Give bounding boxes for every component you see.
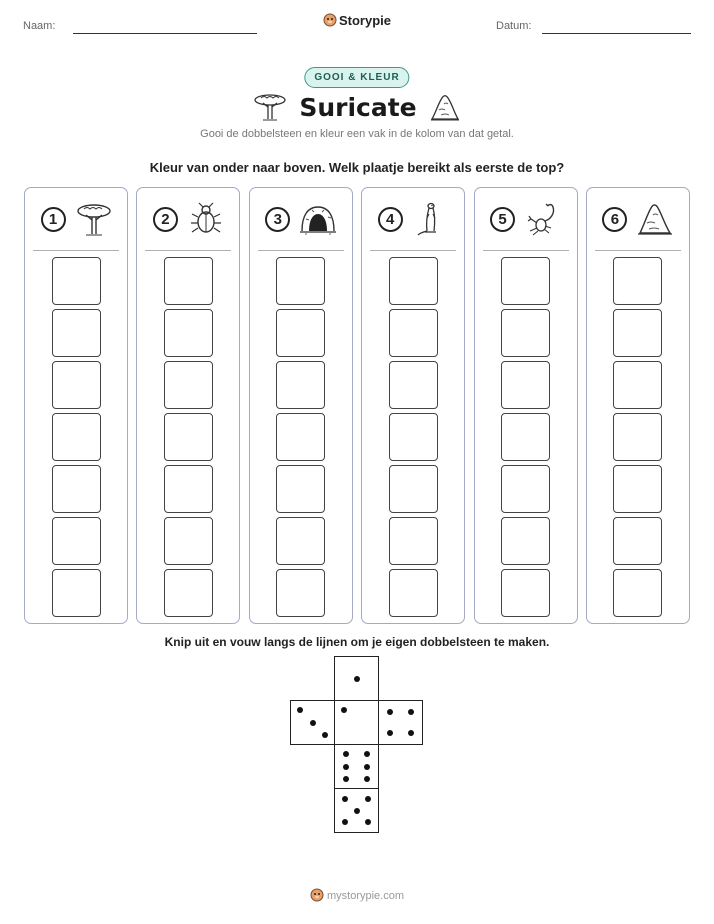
meerkat-icon (413, 201, 449, 237)
color-cell[interactable] (389, 569, 438, 617)
column-number: 6 (602, 207, 627, 232)
die-face-6 (334, 744, 379, 789)
beetle-icon (188, 201, 224, 237)
column-6 (586, 187, 690, 624)
die-pip (342, 819, 348, 825)
color-cell[interactable] (276, 465, 325, 513)
name-line (73, 33, 257, 34)
color-cell[interactable] (276, 517, 325, 565)
die-pip (343, 776, 349, 782)
column-divider (483, 250, 569, 251)
die-pip (297, 707, 303, 713)
die-pip (408, 730, 414, 736)
meerkat-mascot-icon (323, 13, 337, 27)
color-cell[interactable] (52, 361, 101, 409)
acacia-tree-icon (76, 201, 112, 237)
color-cell[interactable] (52, 465, 101, 513)
die-pip (322, 732, 328, 738)
color-cell[interactable] (613, 413, 662, 461)
color-cell[interactable] (276, 413, 325, 461)
date-label: Datum: (496, 20, 532, 32)
color-cell[interactable] (613, 465, 662, 513)
column-divider (33, 250, 119, 251)
color-cell[interactable] (389, 465, 438, 513)
color-cell[interactable] (389, 257, 438, 305)
color-cell[interactable] (501, 517, 550, 565)
die-pip (387, 709, 393, 715)
column-number: 5 (490, 207, 515, 232)
die-pip (341, 707, 347, 713)
acacia-tree-icon (253, 92, 287, 122)
color-cell[interactable] (389, 413, 438, 461)
column-divider (595, 250, 681, 251)
color-cell[interactable] (276, 257, 325, 305)
column-number: 4 (378, 207, 403, 232)
color-cell[interactable] (501, 361, 550, 409)
color-cell[interactable] (389, 517, 438, 565)
column-number: 3 (265, 207, 290, 232)
brand-name: Storypie (338, 13, 391, 28)
color-cell[interactable] (164, 257, 213, 305)
die-pip (343, 764, 349, 770)
color-cell[interactable] (501, 465, 550, 513)
color-cell[interactable] (52, 413, 101, 461)
color-cell[interactable] (164, 569, 213, 617)
die-pip (354, 808, 360, 814)
column-1 (24, 187, 128, 624)
column-divider (370, 250, 456, 251)
die-face-1 (334, 700, 379, 745)
color-cell[interactable] (52, 309, 101, 357)
die-pip (387, 730, 393, 736)
column-3 (249, 187, 353, 624)
color-cell[interactable] (164, 517, 213, 565)
brand-logo (0, 13, 714, 28)
color-cell[interactable] (501, 569, 550, 617)
color-cell[interactable] (501, 309, 550, 357)
termite-mound-icon (429, 92, 461, 122)
cut-instruction: Knip uit en vouw langs de lijnen om je eigen dobbelsteen te maken. (164, 635, 550, 649)
scorpion-icon (525, 201, 561, 237)
color-cell[interactable] (613, 361, 662, 409)
color-cell[interactable] (389, 361, 438, 409)
color-cell[interactable] (613, 309, 662, 357)
footer-url[interactable]: mystorypie.com (326, 890, 405, 902)
column-divider (258, 250, 344, 251)
column-2 (136, 187, 240, 624)
title-row (0, 92, 714, 122)
meerkat-mascot-icon (310, 888, 324, 902)
color-cell[interactable] (389, 309, 438, 357)
column-5 (474, 187, 578, 624)
color-cell[interactable] (164, 361, 213, 409)
die-face-3 (290, 700, 335, 745)
color-cell[interactable] (276, 569, 325, 617)
column-divider (145, 250, 231, 251)
footer (0, 888, 714, 902)
burrow-icon (300, 201, 336, 237)
column-4 (361, 187, 465, 624)
date-line (542, 33, 691, 34)
color-cell[interactable] (52, 257, 101, 305)
die-pip (364, 764, 370, 770)
color-cell[interactable] (613, 569, 662, 617)
die-pip (343, 751, 349, 757)
die-pip (408, 709, 414, 715)
die-face-5 (334, 788, 379, 833)
color-cell[interactable] (52, 517, 101, 565)
color-cell[interactable] (613, 257, 662, 305)
color-cell[interactable] (501, 413, 550, 461)
die-pip (310, 720, 316, 726)
color-cell[interactable] (501, 257, 550, 305)
color-cell[interactable] (276, 309, 325, 357)
column-number: 2 (153, 207, 178, 232)
color-cell[interactable] (164, 309, 213, 357)
die-pip (365, 796, 371, 802)
subtitle: Gooi de dobbelsteen en kleur een vak in de kolom van dat getal. (200, 128, 514, 140)
color-cell[interactable] (52, 569, 101, 617)
die-pip (354, 676, 360, 682)
page-title: Suricate (299, 92, 417, 122)
die-face-1 (334, 656, 379, 701)
instruction: Kleur van onder naar boven. Welk plaatje bereikt als eerste de top? (149, 160, 565, 175)
color-cell[interactable] (613, 517, 662, 565)
color-cell[interactable] (164, 465, 213, 513)
die-face-4 (378, 700, 423, 745)
die-pip (365, 819, 371, 825)
name-label: Naam: (23, 20, 56, 32)
color-cell[interactable] (164, 413, 213, 461)
die-pip (364, 751, 370, 757)
color-cell[interactable] (276, 361, 325, 409)
die-pip (364, 776, 370, 782)
die-pip (342, 796, 348, 802)
column-number: 1 (41, 207, 66, 232)
activity-badge: GOOI & KLEUR (304, 67, 409, 88)
race-columns (24, 187, 690, 624)
termite-mound-icon (637, 201, 673, 237)
